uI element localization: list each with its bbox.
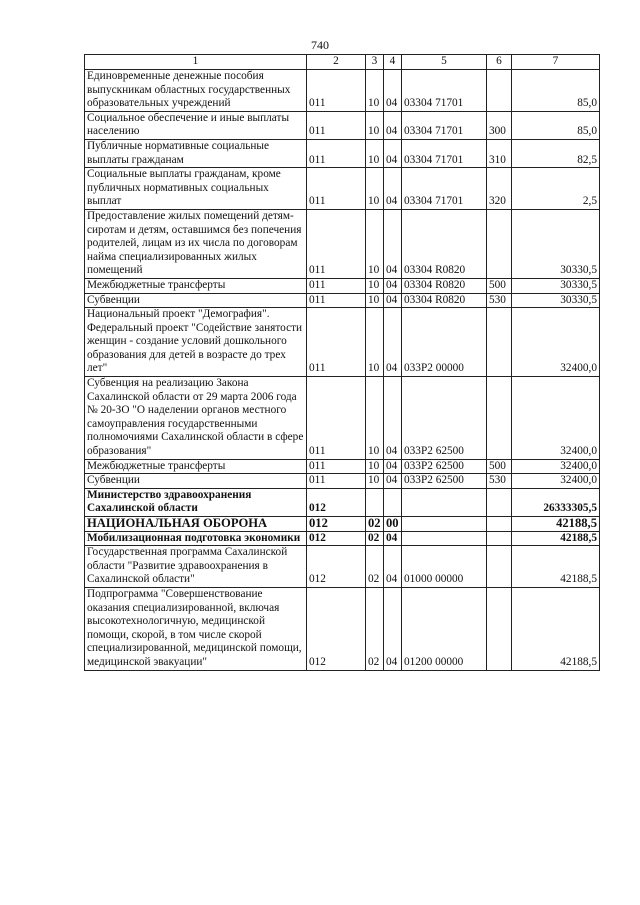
table-row xyxy=(85,209,600,278)
subsection-code: 04 xyxy=(384,546,402,588)
target-code: 03304 71701 xyxy=(402,70,487,112)
target-code: 03304 71701 xyxy=(402,111,487,139)
subsection-code: 04 xyxy=(384,278,402,293)
table-row xyxy=(85,70,600,112)
item-name: Государственная программа Сахалинской области "Развитие здравоохранения в Сахалинской области" xyxy=(85,546,307,588)
section-code: 02 xyxy=(366,531,384,546)
subsection-code: 04 xyxy=(384,308,402,377)
target-code: 03304 71701 xyxy=(402,139,487,167)
subsection-code: 04 xyxy=(384,139,402,167)
subsection-code: 04 xyxy=(384,70,402,112)
amount: 42188,5 xyxy=(512,517,600,532)
amount: 2,5 xyxy=(512,168,600,210)
amount: 30330,5 xyxy=(512,293,600,308)
section-code: 10 xyxy=(366,168,384,210)
target-code: 03304 R0820 xyxy=(402,293,487,308)
table-row xyxy=(85,377,600,460)
amount: 32400,0 xyxy=(512,459,600,474)
admin-code: 011 xyxy=(307,377,366,460)
budget-table xyxy=(84,54,600,671)
target-code: 033P2 00000 xyxy=(402,308,487,377)
expense-code xyxy=(487,308,512,377)
amount: 85,0 xyxy=(512,70,600,112)
section-code: 02 xyxy=(366,587,384,670)
section-code: 10 xyxy=(366,474,384,489)
section-code: 10 xyxy=(366,139,384,167)
expense-code: 500 xyxy=(487,278,512,293)
item-name: Министерство здравоохранения Сахалинской области xyxy=(85,488,307,516)
table-row xyxy=(85,111,600,139)
table-row xyxy=(85,474,600,489)
target-code: 03304 R0820 xyxy=(402,209,487,278)
subsection-code: 04 xyxy=(384,168,402,210)
amount: 32400,0 xyxy=(512,308,600,377)
expense-code xyxy=(487,377,512,460)
item-name: Мобилизационная подготовка экономики xyxy=(85,531,307,546)
column-header: 2 xyxy=(307,55,366,70)
section-code: 10 xyxy=(366,293,384,308)
expense-code xyxy=(487,488,512,516)
expense-code: 500 xyxy=(487,459,512,474)
target-code: 033P2 62500 xyxy=(402,474,487,489)
table-row xyxy=(85,531,600,546)
amount: 42188,5 xyxy=(512,587,600,670)
page-number: 740 xyxy=(311,38,329,52)
amount: 32400,0 xyxy=(512,377,600,460)
admin-code: 012 xyxy=(307,517,366,532)
subsection-code: 04 xyxy=(384,209,402,278)
column-header: 5 xyxy=(402,55,487,70)
section-code: 10 xyxy=(366,111,384,139)
table-row xyxy=(85,168,600,210)
target-code xyxy=(402,488,487,516)
section-code: 10 xyxy=(366,209,384,278)
column-header: 1 xyxy=(85,55,307,70)
column-header: 4 xyxy=(384,55,402,70)
admin-code: 011 xyxy=(307,293,366,308)
section-code: 10 xyxy=(366,70,384,112)
header-row xyxy=(85,55,600,70)
target-code: 01200 00000 xyxy=(402,587,487,670)
item-name: Подпрограмма "Совершенствование оказания специализированной, включая высокотехнологичную, медицинской помощи, скорой, в том числе скорой специализированной, медицинской помощи, медицинской эвакуации" xyxy=(85,587,307,670)
expense-code: 310 xyxy=(487,139,512,167)
target-code xyxy=(402,531,487,546)
item-name: Национальный проект "Демография". Федеральный проект "Содействие занятости женщин - создание условий дошкольного образования для детей в возрасте до трех лет" xyxy=(85,308,307,377)
section-code xyxy=(366,488,384,516)
target-code: 033P2 62500 xyxy=(402,459,487,474)
admin-code: 011 xyxy=(307,139,366,167)
column-header: 6 xyxy=(487,55,512,70)
subsection-code: 04 xyxy=(384,459,402,474)
expense-code xyxy=(487,587,512,670)
expense-code xyxy=(487,70,512,112)
expense-code xyxy=(487,546,512,588)
table-row xyxy=(85,293,600,308)
subsection-code: 00 xyxy=(384,517,402,532)
table-row xyxy=(85,308,600,377)
amount: 30330,5 xyxy=(512,209,600,278)
subsection-code: 04 xyxy=(384,111,402,139)
admin-code: 011 xyxy=(307,308,366,377)
item-name: Предоставление жилых помещений детям-сиротам и детям, оставшимся без попечения родителей, лицам из их числа по договорам найма специализированных жилых помещений xyxy=(85,209,307,278)
expense-code: 320 xyxy=(487,168,512,210)
table-row xyxy=(85,488,600,516)
target-code: 033P2 62500 xyxy=(402,377,487,460)
admin-code: 011 xyxy=(307,209,366,278)
target-code: 03304 R0820 xyxy=(402,278,487,293)
expense-code: 530 xyxy=(487,293,512,308)
subsection-code: 04 xyxy=(384,293,402,308)
admin-code: 011 xyxy=(307,70,366,112)
admin-code: 011 xyxy=(307,111,366,139)
target-code: 01000 00000 xyxy=(402,546,487,588)
expense-code xyxy=(487,517,512,532)
amount: 42188,5 xyxy=(512,531,600,546)
section-code: 10 xyxy=(366,308,384,377)
column-header: 7 xyxy=(512,55,600,70)
admin-code: 012 xyxy=(307,488,366,516)
section-code: 10 xyxy=(366,459,384,474)
subsection-code: 04 xyxy=(384,377,402,460)
amount: 26333305,5 xyxy=(512,488,600,516)
admin-code: 011 xyxy=(307,168,366,210)
table-row xyxy=(85,139,600,167)
section-code: 02 xyxy=(366,546,384,588)
item-name: НАЦИОНАЛЬНАЯ ОБОРОНА xyxy=(85,517,307,532)
table-row xyxy=(85,459,600,474)
admin-code: 011 xyxy=(307,459,366,474)
section-code: 02 xyxy=(366,517,384,532)
admin-code: 012 xyxy=(307,587,366,670)
admin-code: 011 xyxy=(307,474,366,489)
table-row xyxy=(85,546,600,588)
target-code xyxy=(402,517,487,532)
table-row xyxy=(85,587,600,670)
expense-code xyxy=(487,531,512,546)
section-code: 10 xyxy=(366,377,384,460)
amount: 82,5 xyxy=(512,139,600,167)
subsection-code xyxy=(384,488,402,516)
subsection-code: 04 xyxy=(384,474,402,489)
table-body xyxy=(85,70,600,671)
table-row xyxy=(85,517,600,532)
item-name: Субвенции xyxy=(85,474,307,489)
item-name: Единовременные денежные пособия выпускникам областных государственных образовательных учреждений xyxy=(85,70,307,112)
subsection-code: 04 xyxy=(384,531,402,546)
amount: 42188,5 xyxy=(512,546,600,588)
item-name: Межбюджетные трансферты xyxy=(85,278,307,293)
admin-code: 012 xyxy=(307,546,366,588)
amount: 85,0 xyxy=(512,111,600,139)
item-name: Социальное обеспечение и иные выплаты населению xyxy=(85,111,307,139)
subsection-code: 04 xyxy=(384,587,402,670)
item-name: Субвенция на реализацию Закона Сахалинской области от 29 марта 2006 года № 20-ЗО "О наделении органов местного самоуправления государственными полномочиями Сахалинской области в сфере образования" xyxy=(85,377,307,460)
item-name: Межбюджетные трансферты xyxy=(85,459,307,474)
expense-code: 300 xyxy=(487,111,512,139)
item-name: Публичные нормативные социальные выплаты гражданам xyxy=(85,139,307,167)
item-name: Социальные выплаты гражданам, кроме публичных нормативных социальных выплат xyxy=(85,168,307,210)
amount: 30330,5 xyxy=(512,278,600,293)
section-code: 10 xyxy=(366,278,384,293)
table-row xyxy=(85,278,600,293)
admin-code: 011 xyxy=(307,278,366,293)
expense-code xyxy=(487,209,512,278)
amount: 32400,0 xyxy=(512,474,600,489)
admin-code: 012 xyxy=(307,531,366,546)
target-code: 03304 71701 xyxy=(402,168,487,210)
expense-code: 530 xyxy=(487,474,512,489)
item-name: Субвенции xyxy=(85,293,307,308)
column-header: 3 xyxy=(366,55,384,70)
